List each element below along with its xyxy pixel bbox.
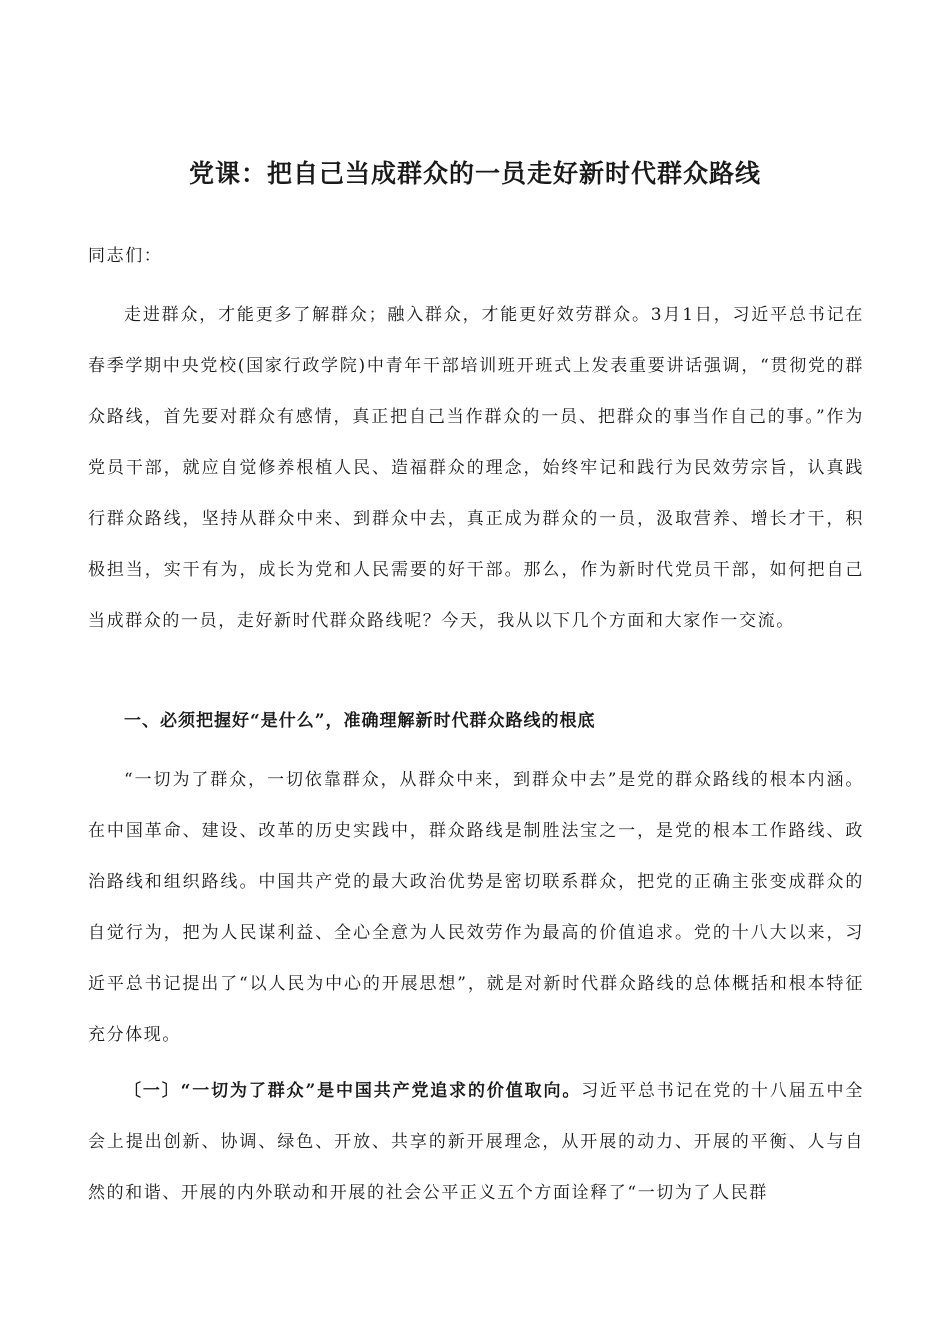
- section-1-heading: 一、必须把握好“是什么”，准确理解新时代群众路线的根底: [124, 711, 596, 731]
- section-1-paragraph: “一切为了群众，一切依靠群众，从群众中来，到群众中去”是党的群众路线的根本内涵。在中国革命、建设、改革的历史实践中，群众路线是制胜法宝之一，是党的根本工作路线、政治路线和组织路线。中国共产党的最大政治优势是密切联系群众，把党的正确主张变成群众的自觉行为，把为人民谋利益、全心全意为人民效劳作为最高的价值追求。党的十八大以来，习近平总书记提出了“以人民为中心的开展思想”，就是对新时代群众路线的总体概括和根本特征充分体现。: [88, 770, 864, 1045]
- document-title: 党课：把自己当成群众的一员走好新时代群众路线: [188, 159, 761, 188]
- subsection-1-text: 习近平总书记在党的十八届五中全会上提出创新、协调、绿色、开放、共享的新开展理念，从开展的动力、开展的平衡、人与自然的和谐、开展的内外联动和开展的社会公平正义五个方面诠释了“一切为了人民群: [88, 1081, 864, 1203]
- subsection-1-paragraph: [88, 1066, 864, 1219]
- subsection-1-lead: 〔一〕“一切为了群众”是中国共产党追求的价值取向。: [124, 1081, 582, 1101]
- intro-paragraph: 走进群众，才能更多了解群众；融入群众，才能更好效劳群众。3月1日，习近平总书记在春季学期中央党校(国家行政学院)中青年干部培训班开班式上发表重要讲话强调，“贯彻党的群众路线，首先要对群众有感情，真正把自己当作群众的一员、把群众的事当作自己的事。”作为党员干部，就应自觉修养根植人民、造福群众的理念，始终牢记和践行为民效劳宗旨，认真践行群众路线，坚持从群众中来、到群众中去，真正成为群众的一员，汲取营养、增长才干，积极担当，实干有为，成长为党和人民需要的好干部。那么，作为新时代党员干部，如何把自己当成群众的一员，走好新时代群众路线呢？今天，我从以下几个方面和大家作一交流。: [88, 305, 864, 631]
- greeting: 同志们：: [88, 246, 163, 266]
